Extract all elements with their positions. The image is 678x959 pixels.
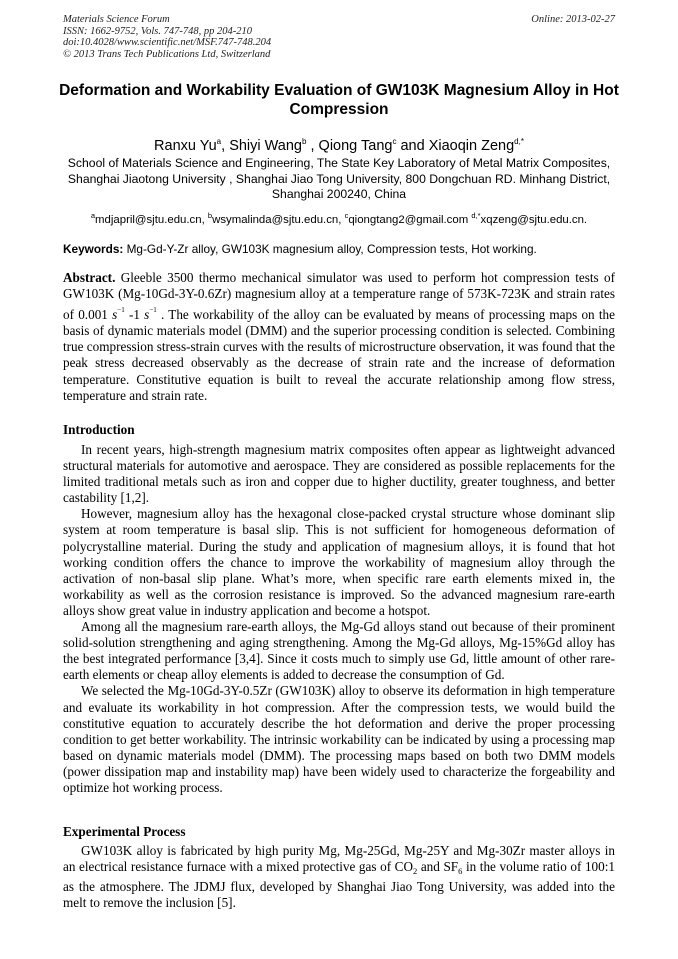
section-heading-introduction: Introduction [63,422,135,437]
unit-exponent: −1 [149,306,157,315]
strain-rate-unit: s [112,307,118,323]
paragraph: Among all the magnesium rare-earth alloys, the Mg-Gd alloys stand out because of their prominent solid-solution strengthening and aging strengthening. Among the Mg-Gd alloys, Mg-15%Gd alloy has the best integrated performance [3,4]. Since it costs much to simply use Gd, little amount of other rare-earth elements or cheap alloy elements is added to decrease the consumption of Gd. [63,619,615,683]
email-sup: b [207,211,213,220]
keywords-text: Mg-Gd-Y-Zr alloy, GW103K magnesium alloy, Compression tests, Hot working. [123,242,537,256]
subscript: 6 [458,866,463,877]
author-name: Ranxu Yu [154,138,217,154]
author-list [50,133,628,155]
email-link[interactable]: wsymalinda@sjtu.edu.cn, [212,214,345,226]
paper-title: Deformation and Workability Evaluation of GW103K Magnesium Alloy in Hot Compression [59,82,619,118]
journal-header [63,14,271,60]
email-link[interactable]: xqzeng@sjtu.edu.cn. [480,214,588,226]
paragraph-text: GW103K alloy is fabricated by high purity Mg, Mg-25Gd, Mg-25Y and Mg-30Zr master alloys in an electrical resistance furnace with a mixed protective gas of CO [63,843,615,875]
affiliation: School of Materials Science and Engineering, The State Key Laboratory of Metal Matrix Composites, Shanghai Jiaotong University , Shanghai Jiao Tong University, 800 Dongchuan RD. Minhang District, Shanghai 200240, China [67,156,611,202]
subscript: 2 [412,866,418,877]
author-sup: b [302,137,307,146]
strain-rate-unit: s [144,307,150,323]
abstract-text: . The workability of the alloy can be evaluated by means of processing maps on the basis of dynamic materials model (DMM) and the superior processing condition is selected. Combining true compression stress-strain curves with the results of microstructure observation, it was found that the peak stress decreased observably as the decrease of strain rate and the increase of deformation temperature. Constitutive equation is built to reveal the accurate relationship among flow stress, temperature and strain rate. [63,307,615,403]
email-sup: c [344,211,349,220]
paragraph-text: and SF [417,859,459,875]
email-link[interactable]: mdjapril@sjtu.edu.cn, [95,214,208,226]
keywords-label: Keywords: [63,242,124,256]
email-link[interactable]: qiongtang2@gmail.com [348,214,472,226]
doi-line[interactable]: doi:10.4028/www.scientific.net/MSF.747-748.204 [63,37,272,49]
email-sup: a [90,211,96,220]
email-sup: d,* [471,211,481,220]
author-sup: d,* [514,137,524,146]
abstract-label: Abstract. [63,270,116,285]
author-sup: c [392,137,397,146]
author-name: Qiong Tang [318,138,393,154]
paragraph [63,843,615,911]
author-name: Xiaoqin Zeng [428,138,515,154]
abstract-text: Gleeble 3500 thermo mechanical simulator was used to perform hot compression tests of GW103K (Mg-10Gd-3Y-0.6Zr) magnesium alloy at a temperature range of 573K-723K and strain rates of 0.001 [63,270,615,323]
abstract [63,270,615,404]
introduction-body [63,442,615,796]
paragraph-text: in the volume ratio of 100:1 as the atmosphere. The JDMJ flux, developed by Shanghai Jiao Tong University, was added into the melt to remove the inclusion [5]. [63,859,615,911]
author-sep: and [396,138,429,154]
journal-name: Materials Science Forum [63,14,170,25]
experimental-body [63,843,615,911]
issn-line: ISSN: 1662-9752, Vols. 747-748, pp 204-210 [63,25,252,37]
author-name: Shiyi Wang [229,138,302,154]
copyright-line: © 2013 Trans Tech Publications Ltd, Switzerland [63,48,271,60]
paragraph: However, magnesium alloy has the hexagonal close-packed crystal structure whose dominant slip system at room temperature is basal slip. This is not sufficient for homogeneous deformation of polycrystalline material. During the study and application of magnesium alloys, it is found that hot working condition offers the chance to improve the workability of magnesium alloy through the activation of non-basal slip plane. What’s more, when specific rare earth elements mixed in, the workability as well as the corrosion resistance is improved. So the advanced magnesium rare-earth alloys show great value in industry application and become a hotspot. [63,506,615,618]
author-sep: , [306,138,319,154]
online-date: Online: 2013-02-27 [531,14,615,25]
section-heading-experimental: Experimental Process [63,824,186,839]
author-sep: , [221,138,230,154]
author-sup: a [216,137,222,146]
author-emails [40,208,638,228]
paragraph: We selected the Mg-10Gd-3Y-0.5Zr (GW103K) alloy to observe its deformation in high temperature and evaluate its workability in hot compression. After the compression tests, we would build the constitutive equation to accurately describe the hot deformation and derive the proper processing condition to get better workability. The intrinsic workability can be indicated by using a processing map based on dynamic materials model (DMM). The processing maps based on both two DMM models (power dissipation map and instability map) have been widely used to characterize the forgeability and optimize hot working process. [63,683,615,795]
keywords [63,242,623,257]
abstract-text: -1 [124,307,145,323]
unit-exponent: −1 [117,306,125,315]
paragraph: In recent years, high-strength magnesium matrix composites often appear as lightweight advanced structural materials for automotive and aerospace. They are considered as possible replacements for the limited traditional metals such as iron and copper due to higher ductility, greater toughness, and better castability [1,2]. [63,442,615,506]
